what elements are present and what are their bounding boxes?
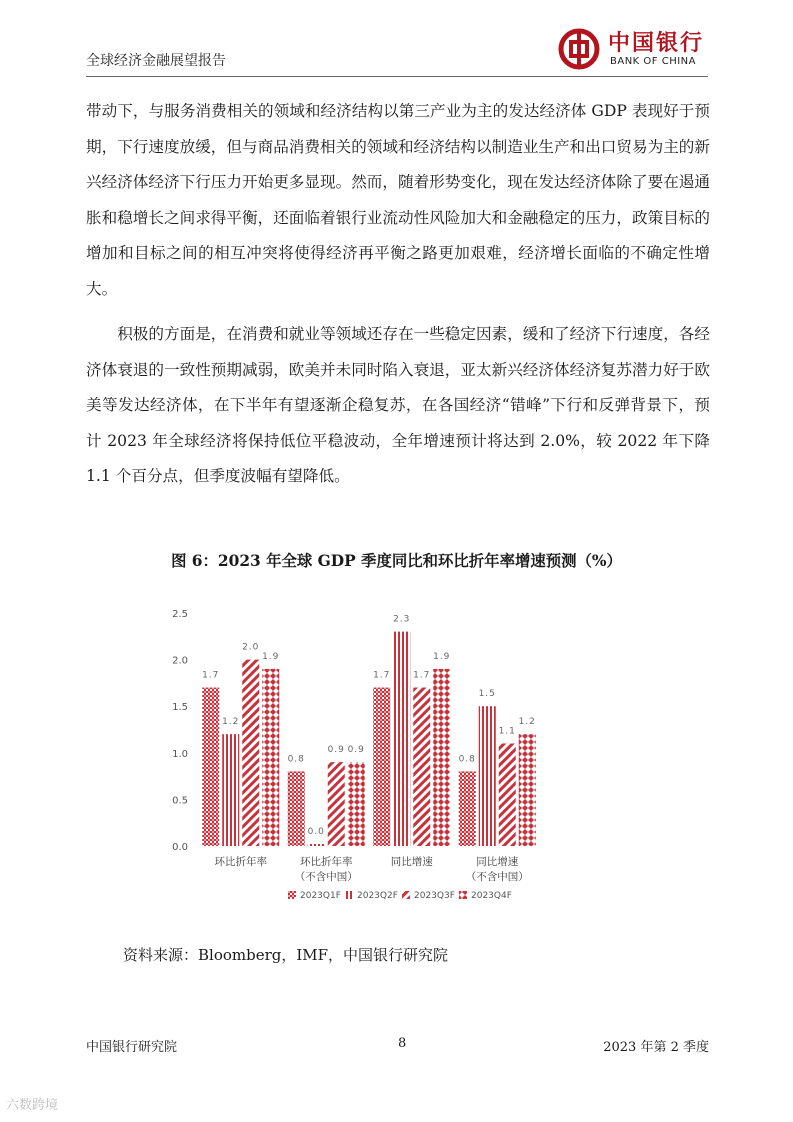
figure-title: 图 6：2023 年全球 GDP 季度同比和环比折年率增速预测（%） xyxy=(171,552,622,570)
body-paragraph-2 xyxy=(86,317,710,495)
bar-value-label: 1.7 xyxy=(373,670,391,681)
bank-of-china-logo-icon xyxy=(558,28,600,70)
bar-2023Q4F-0 xyxy=(262,669,279,846)
legend-swatch-2023Q3F xyxy=(402,891,410,899)
body-paragraph-1 xyxy=(86,94,710,308)
bar-2023Q3F-3 xyxy=(499,743,516,846)
bar-value-label: 0.0 xyxy=(307,827,325,837)
bar-2023Q2F-2 xyxy=(393,632,410,846)
x-category-label: （不含中国） xyxy=(465,871,529,883)
legend-label-2023Q1F: 2023Q1F xyxy=(300,891,341,901)
legend-label-2023Q2F: 2023Q2F xyxy=(357,891,398,901)
x-category-label: （不含中国） xyxy=(294,871,358,883)
bar-value-label: 1.9 xyxy=(433,651,451,662)
legend-swatch-2023Q2F xyxy=(345,891,353,899)
bar-value-label: 0.9 xyxy=(327,745,345,756)
bar-2023Q2F-3 xyxy=(479,706,496,846)
bar-value-label: 1.7 xyxy=(413,670,431,681)
bar-value-label: 1.5 xyxy=(478,689,496,700)
header-divider xyxy=(86,76,708,77)
bar-2023Q2F-1 xyxy=(308,844,325,846)
bar-2023Q1F-1 xyxy=(288,771,305,846)
legend-swatch-2023Q1F xyxy=(288,891,296,899)
logo xyxy=(558,26,718,74)
legend-label-2023Q3F: 2023Q3F xyxy=(414,891,455,901)
y-tick-label: 2.0 xyxy=(172,655,188,667)
bar-2023Q1F-2 xyxy=(373,688,390,846)
y-tick-label: 0.0 xyxy=(172,842,188,853)
logo-english-name: BANK OF CHINA xyxy=(610,56,696,67)
y-tick-label: 0.5 xyxy=(172,795,188,807)
x-category-label: 同比增速 xyxy=(476,856,519,868)
bar-2023Q3F-0 xyxy=(242,660,259,846)
bar-value-label: 1.7 xyxy=(202,670,220,681)
legend-swatch-2023Q4F xyxy=(459,891,467,899)
bar-2023Q3F-1 xyxy=(328,762,345,846)
logo-chinese-name: 中国银行 xyxy=(608,30,705,56)
footer-page-number: 8 xyxy=(398,1036,407,1051)
y-tick-label: 1.5 xyxy=(172,702,188,714)
legend-label-2023Q4F: 2023Q4F xyxy=(471,891,512,901)
footer-organization: 中国银行研究院 xyxy=(86,1040,178,1055)
bar-value-label: 0.9 xyxy=(347,745,365,756)
y-tick-label: 1.0 xyxy=(172,748,188,760)
page-header-title: 全球经济金融展望报告 xyxy=(86,53,226,69)
bar-value-label: 1.9 xyxy=(262,651,280,662)
bar-2023Q4F-2 xyxy=(433,669,450,846)
x-category-label: 环比折年率 xyxy=(300,856,353,868)
watermark: 六数跨境 xyxy=(6,1098,59,1113)
bar-2023Q2F-0 xyxy=(222,734,239,846)
paragraph-2-text: 积极的方面是，在消费和就业等领域还存在一些稳定因素，缓和了经济下行速度，各经济体衰退的一致性预期减弱，欧美并未同时陷入衰退，亚太新兴经济体经济复苏潜力好于欧美等发达经济体，在下半年有望逐渐企稳复苏，在各国经济“错峰”下行和反弹背景下，预计 2023 年全球经济将保持低位平稳波动，全年增速预计将达到 2.0%，较 2022 年下降 1.1 个百分点，但季度波幅有望降低。 xyxy=(86,325,710,486)
bar-value-label: 2.0 xyxy=(242,642,260,653)
paragraph-1-text: 带动下，与服务消费相关的领域和经济结构以第三产业为主的发达经济体 GDP 表现好于预期，下行速度放缓，但与商品消费相关的领域和经济结构以制造业生产和出口贸易为主的新兴经济体经济下行压力开始更多显现。然而，随着形势变化，现在发达经济体除了要在遏通胀和稳增长之间求得平衡，还面临着银行业流动性风险加大和金融稳定的压力，政策目标的增加和目标之间的相互冲突将使得经济再平衡之路更加艰难，经济增长面临的不确定性增大。 xyxy=(86,102,710,298)
bar-2023Q4F-3 xyxy=(519,734,536,846)
x-category-label: 同比增速 xyxy=(390,856,433,868)
footer-period: 2023 年第 2 季度 xyxy=(603,1040,709,1055)
bar-2023Q4F-1 xyxy=(348,762,365,846)
bar-value-label: 1.2 xyxy=(222,717,240,728)
bar-value-label: 1.2 xyxy=(518,717,536,728)
bar-value-label: 0.8 xyxy=(458,754,476,765)
x-category-label: 环比折年率 xyxy=(214,856,267,868)
y-tick-label: 2.5 xyxy=(172,609,188,620)
bar-2023Q1F-3 xyxy=(459,771,476,846)
bar-2023Q3F-2 xyxy=(413,688,430,846)
bar-2023Q1F-0 xyxy=(202,688,219,846)
source-note: 资料来源：Bloomberg，IMF，中国银行研究院 xyxy=(123,946,449,964)
gdp-forecast-bar-chart xyxy=(150,595,550,920)
bar-value-label: 2.3 xyxy=(393,614,411,625)
bar-value-label: 1.1 xyxy=(498,726,516,737)
bar-value-label: 0.8 xyxy=(287,754,305,765)
